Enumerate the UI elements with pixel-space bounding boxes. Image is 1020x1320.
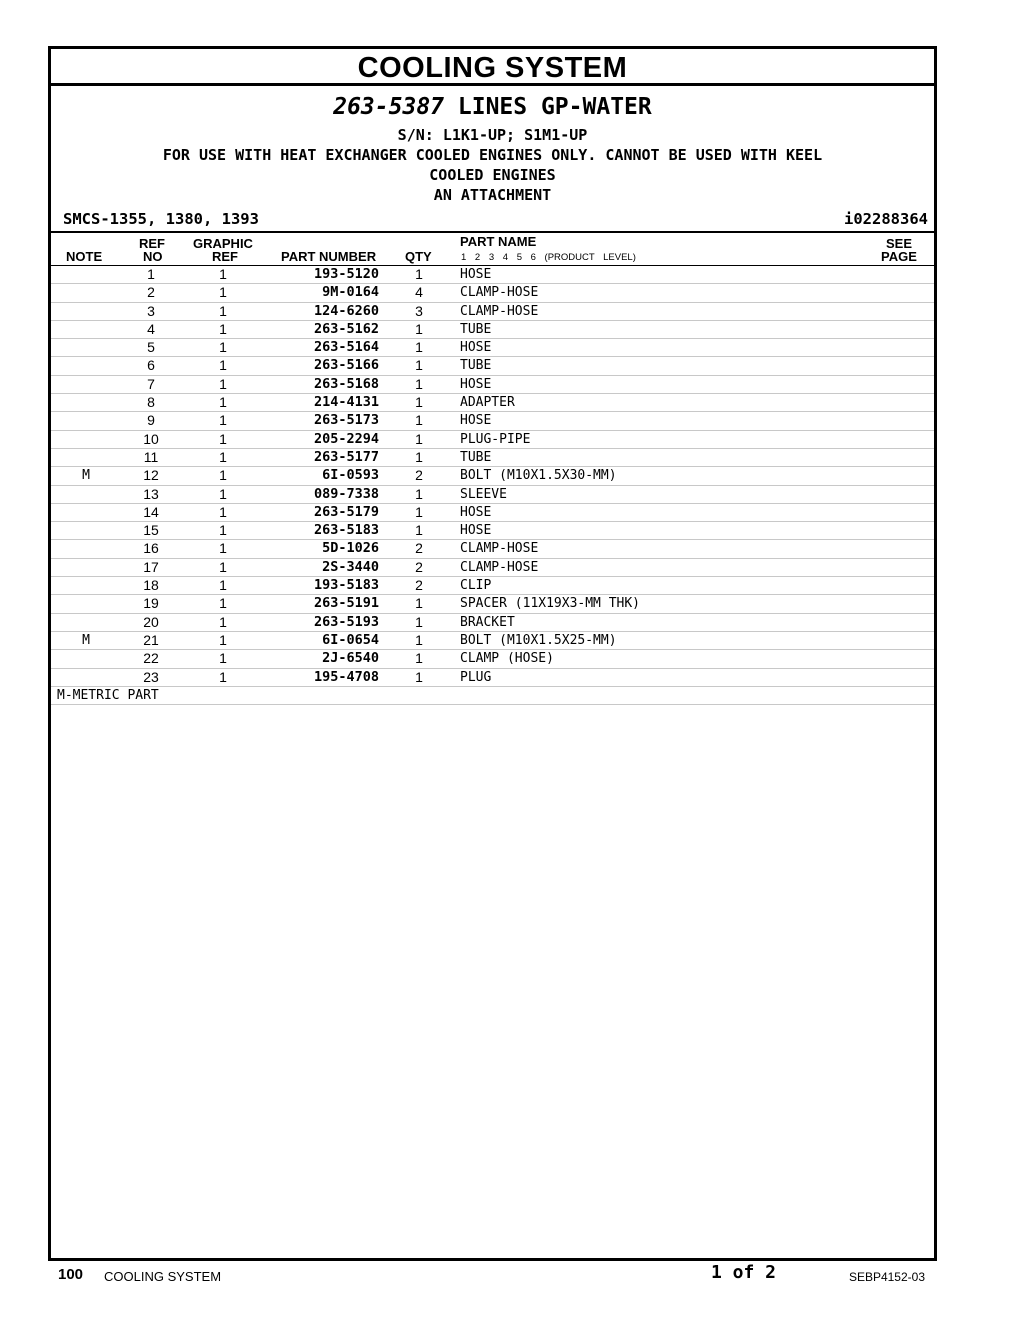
part-name-cell: CLAMP-HOSE: [460, 541, 539, 557]
ref-no-cell: 9: [147, 412, 155, 429]
part-number-cell: 6I-0654: [322, 631, 379, 648]
column-header: [51, 233, 934, 266]
part-number-cell: 214-4131: [313, 394, 379, 411]
part-name-cell: HOSE: [460, 523, 492, 539]
group-name: LINES GP-WATER: [457, 94, 652, 120]
graphic-ref-cell: 1: [219, 266, 227, 282]
part-name-cell: HOSE: [460, 504, 492, 520]
footer-page-number: 100: [58, 1266, 84, 1283]
graphic-ref-cell: 1: [219, 485, 227, 502]
col-ref-top: REF: [139, 236, 165, 251]
table-row: [51, 303, 934, 321]
document-frame: [48, 46, 937, 1261]
ref-no-cell: 6: [147, 357, 155, 374]
qty-cell: 1: [415, 668, 423, 685]
graphic-ref-cell: 1: [219, 284, 227, 301]
group-number: 263-5387: [333, 94, 445, 120]
part-number-cell: 263-5193: [313, 613, 379, 630]
graphic-ref-cell: 1: [219, 448, 227, 465]
qty-cell: 1: [415, 522, 423, 539]
part-name-cell: CLAMP (HOSE): [460, 651, 554, 667]
ref-no-cell: 15: [143, 522, 159, 539]
part-name-cell: HOSE: [460, 413, 492, 429]
graphic-ref-cell: 1: [219, 668, 227, 685]
qty-cell: 2: [415, 577, 423, 594]
part-name-cell: CLAMP-HOSE: [460, 303, 539, 319]
graphic-ref-cell: 1: [219, 613, 227, 630]
usage-note-line-1: FOR USE WITH HEAT EXCHANGER COOLED ENGINES ONLY. CANNOT BE USED WITH KEEL: [162, 146, 823, 164]
qty-cell: 1: [415, 320, 423, 337]
table-row: [51, 321, 934, 339]
table-row: [51, 486, 934, 504]
part-number-cell: 195-4708: [313, 668, 379, 685]
qty-cell: 1: [415, 448, 423, 465]
col-see-bottom: PAGE: [881, 249, 917, 264]
qty-cell: 2: [415, 467, 423, 484]
table-row: [51, 650, 934, 668]
part-name-cell: BRACKET: [460, 614, 515, 630]
note-cell: M: [82, 632, 90, 648]
table-row: [51, 577, 934, 595]
part-number-cell: 263-5162: [313, 320, 379, 337]
part-name-cell: TUBE: [460, 321, 492, 337]
col-graphic-bottom: REF: [212, 249, 238, 264]
qty-cell: 3: [415, 302, 423, 319]
part-name-cell: CLAMP-HOSE: [460, 285, 539, 301]
part-number-cell: 205-2294: [313, 430, 379, 447]
part-name-cell: CLIP: [460, 578, 492, 594]
table-row: [51, 669, 934, 687]
graphic-ref-cell: 1: [219, 540, 227, 557]
graphic-ref-cell: 1: [219, 503, 227, 520]
part-name-cell: PLUG-PIPE: [460, 431, 531, 447]
part-name-cell: HOSE: [460, 376, 492, 392]
table-row: [51, 284, 934, 302]
part-name-cell: HOSE: [460, 340, 492, 356]
ref-no-cell: 20: [143, 613, 159, 630]
qty-cell: 4: [415, 284, 423, 301]
table-row: [51, 540, 934, 558]
group-title: [51, 94, 934, 120]
ref-no-cell: 1: [147, 266, 155, 282]
col-see-top: SEE: [886, 236, 913, 251]
graphic-ref-cell: 1: [219, 430, 227, 447]
footer-section: COOLING SYSTEM: [104, 1269, 222, 1284]
part-number-cell: 193-5183: [313, 577, 379, 594]
graphic-ref-cell: 1: [219, 412, 227, 429]
col-note: NOTE: [66, 249, 103, 264]
ref-no-cell: 11: [143, 448, 159, 465]
part-name-cell: CLAMP-HOSE: [460, 559, 539, 575]
part-number-cell: 5D-1026: [322, 540, 379, 557]
graphic-ref-cell: 1: [219, 631, 227, 648]
smcs-codes: SMCS-1355, 1380, 1393: [63, 210, 259, 228]
qty-cell: 1: [415, 613, 423, 630]
part-number-cell: 089-7338: [313, 485, 379, 502]
part-number-cell: 263-5177: [313, 448, 379, 465]
col-product-levels: 1 2 3 4 5 6 (PRODUCT LEVEL): [461, 252, 636, 263]
table-row: [51, 614, 934, 632]
part-number-cell: 9M-0164: [322, 284, 379, 301]
col-part-name: PART NAME: [460, 234, 537, 249]
part-name-cell: ADAPTER: [460, 395, 515, 411]
part-name-cell: SPACER (11X19X3-MM THK): [460, 596, 641, 612]
part-number-cell: 263-5166: [313, 357, 379, 374]
qty-cell: 1: [415, 412, 423, 429]
part-number-cell: 263-5168: [313, 375, 379, 392]
table-row: [51, 431, 934, 449]
qty-cell: 1: [415, 485, 423, 502]
table-row: [51, 394, 934, 412]
ref-no-cell: 13: [143, 485, 159, 502]
qty-cell: 1: [415, 357, 423, 374]
part-number-cell: 263-5179: [313, 503, 379, 520]
ref-no-cell: 8: [147, 394, 155, 411]
qty-cell: 1: [415, 595, 423, 612]
qty-cell: 1: [415, 266, 423, 282]
qty-cell: 1: [415, 430, 423, 447]
part-name-cell: BOLT (M10X1.5X30-MM): [460, 468, 617, 484]
col-part-number: PART NUMBER: [281, 249, 377, 264]
ref-no-cell: 16: [143, 540, 159, 557]
qty-cell: 1: [415, 339, 423, 356]
section-title: COOLING SYSTEM: [51, 49, 934, 86]
ref-no-cell: 23: [143, 668, 159, 685]
table-row: [51, 339, 934, 357]
part-number-cell: 2J-6540: [322, 650, 379, 667]
attachment-label: AN ATTACHMENT: [433, 186, 552, 204]
serial-range: S/N: L1K1-UP; S1M1-UP: [397, 126, 588, 144]
ref-no-cell: 18: [143, 577, 159, 594]
table-row: [51, 266, 934, 284]
qty-cell: 1: [415, 631, 423, 648]
part-number-cell: 263-5183: [313, 522, 379, 539]
qty-cell: 1: [415, 503, 423, 520]
metric-footnote: M-METRIC PART: [51, 687, 934, 705]
graphic-ref-cell: 1: [219, 357, 227, 374]
graphic-ref-cell: 1: [219, 558, 227, 575]
part-number-cell: 2S-3440: [322, 558, 379, 575]
ref-no-cell: 3: [147, 302, 155, 319]
table-row: [51, 522, 934, 540]
part-name-cell: BOLT (M10X1.5X25-MM): [460, 632, 617, 648]
part-name-cell: SLEEVE: [460, 486, 507, 502]
ref-no-cell: 2: [147, 284, 155, 301]
part-number-cell: 193-5120: [313, 266, 379, 282]
graphic-ref-cell: 1: [219, 467, 227, 484]
note-cell: M: [82, 468, 90, 484]
part-number-cell: 263-5164: [313, 339, 379, 356]
part-name-cell: HOSE: [460, 267, 492, 282]
qty-cell: 1: [415, 650, 423, 667]
part-name-cell: TUBE: [460, 449, 492, 465]
ref-no-cell: 19: [143, 595, 159, 612]
ref-no-cell: 21: [143, 631, 159, 648]
graphic-ref-cell: 1: [219, 302, 227, 319]
part-name-cell: TUBE: [460, 358, 492, 374]
ref-no-cell: 5: [147, 339, 155, 356]
table-row: [51, 449, 934, 467]
ref-no-cell: 17: [143, 558, 159, 575]
qty-cell: 1: [415, 394, 423, 411]
col-graphic-top: GRAPHIC: [193, 236, 253, 251]
table-row: [51, 504, 934, 522]
graphic-ref-cell: 1: [219, 320, 227, 337]
footer-sheet: 1 of 2: [711, 1262, 777, 1283]
graphic-ref-cell: 1: [219, 394, 227, 411]
table-row: [51, 467, 934, 485]
illustration-id: i02288364: [844, 210, 928, 228]
table-row: [51, 595, 934, 613]
table-row: [51, 357, 934, 375]
ref-no-cell: 14: [143, 503, 159, 520]
part-name-cell: PLUG: [460, 669, 492, 685]
ref-no-cell: 4: [147, 320, 155, 337]
part-number-cell: 124-6260: [313, 302, 379, 319]
table-row: [51, 632, 934, 650]
usage-note-line-2: COOLED ENGINES: [429, 166, 556, 184]
part-number-cell: 263-5191: [313, 595, 379, 612]
parts-list: [51, 266, 934, 687]
graphic-ref-cell: 1: [219, 650, 227, 667]
graphic-ref-cell: 1: [219, 375, 227, 392]
col-ref-bottom: NO: [143, 249, 163, 264]
ref-no-cell: 22: [143, 650, 159, 667]
graphic-ref-cell: 1: [219, 595, 227, 612]
graphic-ref-cell: 1: [219, 522, 227, 539]
graphic-ref-cell: 1: [219, 577, 227, 594]
group-header: [51, 86, 934, 233]
qty-cell: 1: [415, 375, 423, 392]
footer-doc-id: SEBP4152-03: [848, 1270, 925, 1284]
ref-no-cell: 12: [143, 467, 159, 484]
ref-no-cell: 7: [147, 375, 155, 392]
table-row: [51, 412, 934, 430]
ref-no-cell: 10: [143, 430, 159, 447]
part-number-cell: 6I-0593: [322, 467, 379, 484]
graphic-ref-cell: 1: [219, 339, 227, 356]
qty-cell: 2: [415, 540, 423, 557]
qty-cell: 2: [415, 558, 423, 575]
part-number-cell: 263-5173: [313, 412, 379, 429]
col-qty: QTY: [405, 249, 432, 264]
table-row: [51, 559, 934, 577]
table-row: [51, 376, 934, 394]
